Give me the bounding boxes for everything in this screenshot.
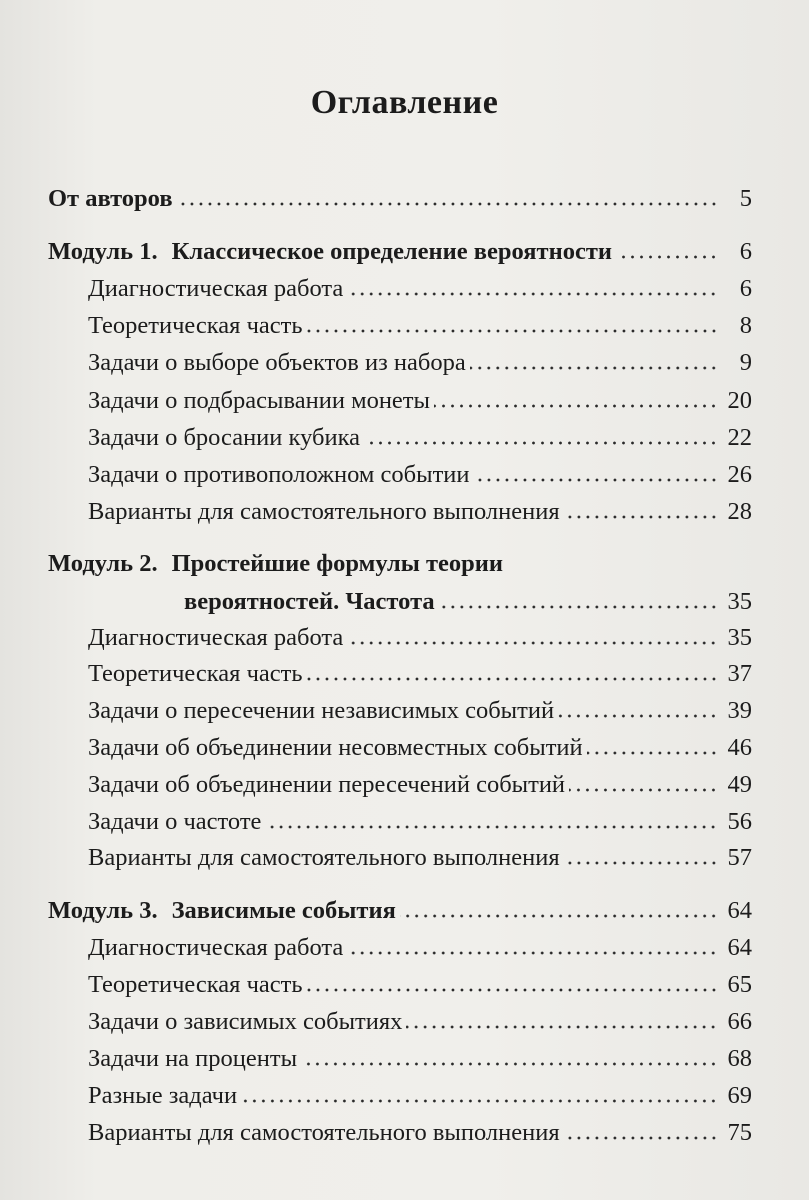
toc-item-label: Теоретическая часть xyxy=(88,971,303,998)
module-title-line-2: вероятностей. Частота xyxy=(184,588,435,615)
dot-leader xyxy=(347,292,718,296)
dot-leader xyxy=(558,714,718,718)
dot-leader xyxy=(564,515,718,519)
dot-leader xyxy=(564,861,718,865)
dot-leader xyxy=(347,951,718,955)
toc-item-label: Варианты для самостоятельного выполнения xyxy=(88,1119,560,1146)
module-number: Модуль 3. xyxy=(48,897,158,924)
toc-entry-page: 6 xyxy=(739,238,752,265)
toc-module-1[interactable] xyxy=(48,231,752,267)
toc-item[interactable] xyxy=(88,1112,752,1148)
toc-item-label: Варианты для самостоятельного выполнения xyxy=(88,844,560,871)
toc-item-label: Диагностическая работа xyxy=(88,624,344,651)
dot-leader xyxy=(439,605,718,609)
toc-item-page: 65 xyxy=(727,971,752,998)
dot-leader xyxy=(616,255,718,259)
toc-entry-authors[interactable] xyxy=(48,178,752,214)
module-title: Зависимые события xyxy=(171,897,396,924)
toc-item-label: Варианты для самостоятельного выполнения xyxy=(88,498,560,525)
module-number: Модуль 1. xyxy=(48,238,158,265)
toc-item-label: Разные задачи xyxy=(88,1082,238,1109)
toc-item-label: Диагностическая работа xyxy=(88,275,344,302)
toc-module-3[interactable] xyxy=(48,890,752,926)
toc-item-page: 22 xyxy=(727,424,752,451)
dot-leader xyxy=(400,914,718,918)
module-number: Модуль 2. xyxy=(48,550,158,577)
toc-item[interactable] xyxy=(88,342,752,378)
toc-item-page: 46 xyxy=(727,734,752,761)
toc-item-label: Диагностическая работа xyxy=(88,934,344,961)
toc-item[interactable] xyxy=(88,837,752,873)
toc-item-page: 6 xyxy=(739,275,752,302)
toc-item-label: Задачи о противоположном событии xyxy=(88,461,470,488)
toc-item-page: 28 xyxy=(727,498,752,525)
toc-item-page: 35 xyxy=(727,624,752,651)
toc-entry-label: От авторов xyxy=(48,185,173,212)
dot-leader xyxy=(569,788,718,792)
toc-item-page: 66 xyxy=(727,1008,752,1035)
dot-leader xyxy=(307,329,718,333)
dot-leader xyxy=(470,366,718,370)
page-title: Оглавление xyxy=(310,84,499,121)
toc-item-label: Задачи об объединении пересечений событий xyxy=(88,771,566,798)
toc-item[interactable] xyxy=(88,617,752,653)
toc-module-2[interactable] xyxy=(184,581,752,617)
toc-module-label xyxy=(48,237,612,267)
toc-item[interactable] xyxy=(88,764,752,800)
toc-item[interactable] xyxy=(88,727,752,763)
toc-item[interactable] xyxy=(88,1075,752,1111)
dot-leader xyxy=(564,1136,718,1140)
dot-leader xyxy=(265,825,718,829)
dot-leader xyxy=(301,1062,718,1066)
toc-entry-page: 35 xyxy=(727,588,752,615)
toc-item-page: 49 xyxy=(727,771,752,798)
toc-item-page: 20 xyxy=(727,387,752,414)
toc-item-label: Задачи об объединении несовместных событий xyxy=(88,734,583,761)
dot-leader xyxy=(177,202,718,206)
toc-item[interactable] xyxy=(88,690,752,726)
toc-item[interactable] xyxy=(88,653,752,689)
toc-item[interactable] xyxy=(88,417,752,453)
toc-item-label: Задачи на проценты xyxy=(88,1045,298,1072)
toc-item-label: Задачи о частоте xyxy=(88,808,262,835)
module-title-line-1: Простейшие формулы теории xyxy=(171,550,504,577)
toc-item-page: 9 xyxy=(739,349,752,376)
toc-item-page: 56 xyxy=(727,808,752,835)
dot-leader xyxy=(307,677,718,681)
toc-item-label: Задачи о подбрасывании монеты xyxy=(88,387,430,414)
dot-leader xyxy=(434,404,718,408)
toc-item-page: 69 xyxy=(727,1082,752,1109)
toc-item-page: 37 xyxy=(727,660,752,687)
toc-item-label: Теоретическая часть xyxy=(88,312,303,339)
toc-item-page: 26 xyxy=(727,461,752,488)
toc-item[interactable] xyxy=(88,927,752,963)
toc-item[interactable] xyxy=(88,454,752,490)
toc-item[interactable] xyxy=(88,1038,752,1074)
toc-entry-page: 64 xyxy=(727,897,752,924)
toc-entry-page: 5 xyxy=(739,185,752,212)
dot-leader xyxy=(587,751,718,755)
toc-item-label: Задачи о выборе объектов из набора xyxy=(88,349,466,376)
toc-item-page: 68 xyxy=(727,1045,752,1072)
toc-item[interactable] xyxy=(88,964,752,1000)
toc-item[interactable] xyxy=(88,1001,752,1037)
toc-item-label: Задачи о бросании кубика xyxy=(88,424,360,451)
dot-leader xyxy=(364,441,718,445)
toc-item-page: 39 xyxy=(727,697,752,724)
dot-leader xyxy=(307,988,718,992)
toc-item-label: Задачи о зависимых событиях xyxy=(88,1008,403,1035)
toc-item[interactable] xyxy=(88,380,752,416)
dot-leader xyxy=(241,1099,718,1103)
module-title: Классическое определение вероятности xyxy=(171,238,612,265)
toc-item-label: Теоретическая часть xyxy=(88,660,303,687)
dot-leader xyxy=(406,1025,718,1029)
toc-item-page: 8 xyxy=(739,312,752,339)
toc-module-label xyxy=(48,896,396,926)
dot-leader xyxy=(474,478,718,482)
toc-item[interactable] xyxy=(88,268,752,304)
toc-item[interactable] xyxy=(88,491,752,527)
toc-item-label: Задачи о пересечении независимых событий xyxy=(88,697,555,724)
toc-item-page: 75 xyxy=(727,1119,752,1146)
toc-module-2-heading xyxy=(48,549,503,579)
toc-item-page: 57 xyxy=(727,844,752,871)
toc-item[interactable] xyxy=(88,801,752,837)
toc-item[interactable] xyxy=(88,305,752,341)
dot-leader xyxy=(347,641,718,645)
toc-item-page: 64 xyxy=(727,934,752,961)
